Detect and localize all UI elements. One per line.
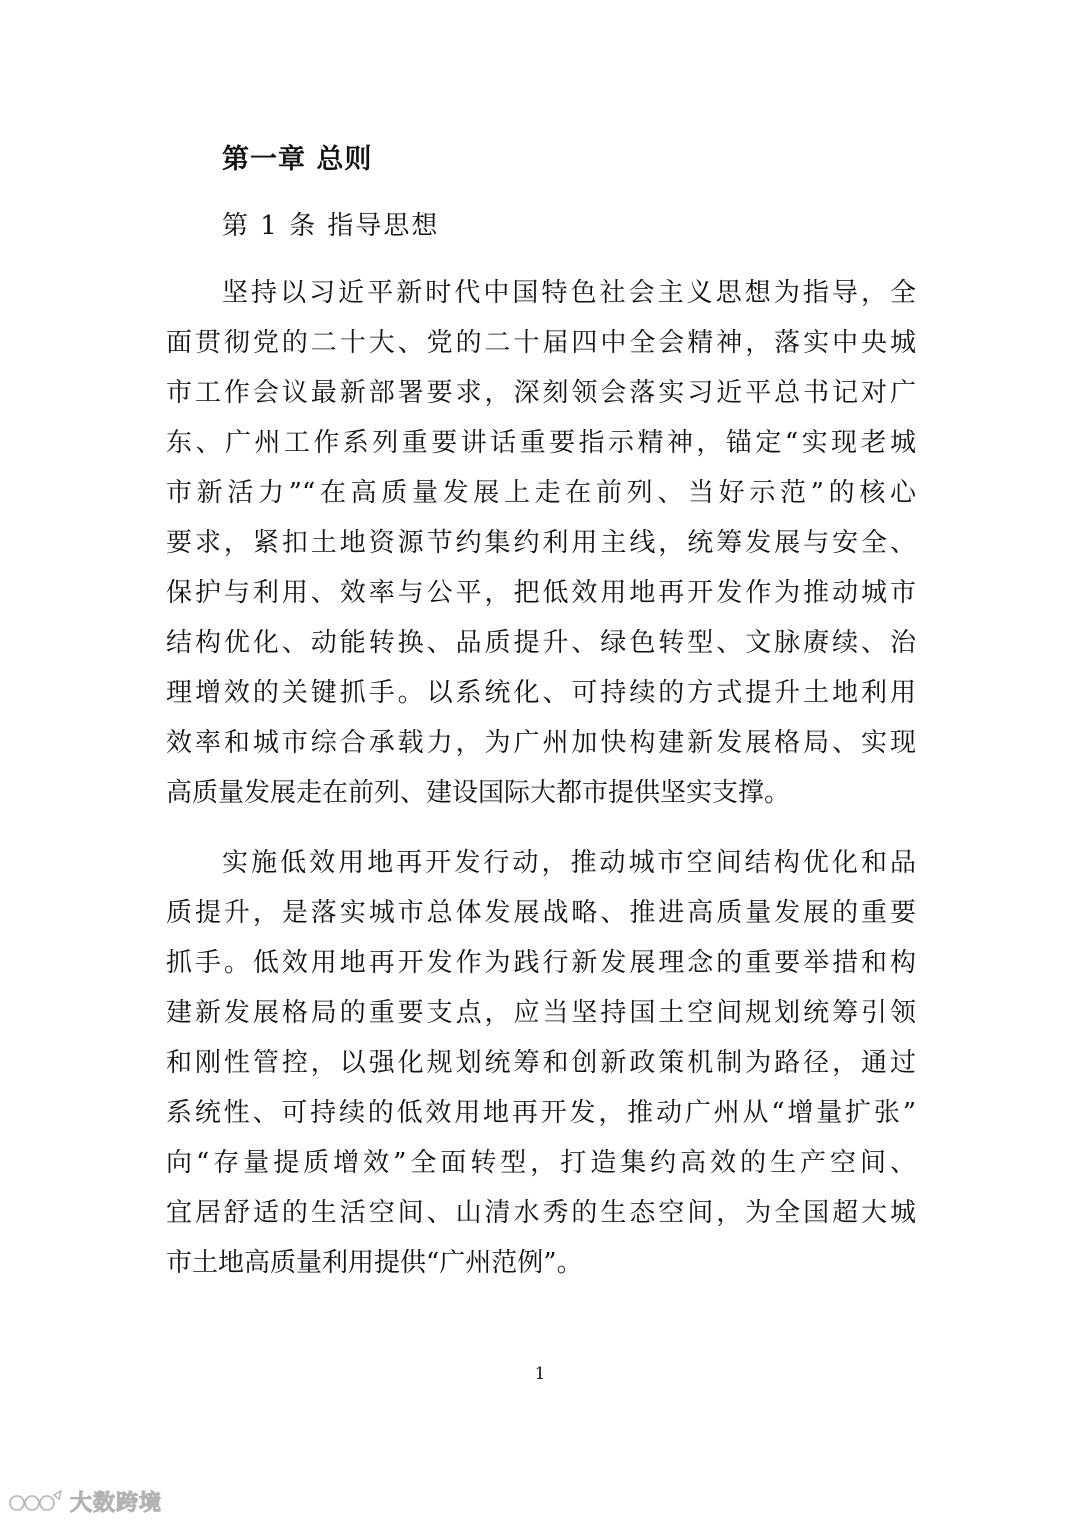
watermark-logo-icon [8, 1487, 64, 1515]
paragraph-line: 市新活力”“在高质量发展上走在前列、当好示范”的核心 [166, 478, 916, 508]
paragraph-line: 宜居舒适的生活空间、山清水秀的生态空间，为全国超大城 [166, 1198, 916, 1228]
paragraph-line: 效率和城市综合承载力，为广州加快构建新发展格局、实现 [166, 728, 916, 758]
paragraph-1 [166, 268, 916, 818]
paragraph-line: 和刚性管控，以强化规划统筹和创新政策机制为路径，通过 [166, 1048, 916, 1078]
paragraph-line: 坚持以习近平新时代中国特色社会主义思想为指导，全 [222, 278, 916, 308]
paragraph-line: 结构优化、动能转换、品质提升、绿色转型、文脉赓续、治 [166, 628, 916, 658]
paragraph-line: 面贯彻党的二十大、党的二十届四中全会精神，落实中央城 [166, 328, 916, 358]
paragraph-line: 抓手。低效用地再开发作为践行新发展理念的重要举措和构 [166, 948, 916, 978]
paragraph-line: 市工作会议最新部署要求，深刻领会落实习近平总书记对广 [166, 378, 916, 408]
chapter-title: 第一章 总则 [222, 144, 373, 175]
paragraph-line: 向“存量提质增效”全面转型，打造集约高效的生产空间、 [166, 1148, 916, 1178]
paragraph-line: 要求，紧扣土地资源节约集约利用主线，统筹发展与安全、 [166, 528, 916, 558]
paragraph-line: 理增效的关键抓手。以系统化、可持续的方式提升土地利用 [166, 678, 916, 708]
paragraph-line: 市土地高质量利用提供“广州范例”。 [166, 1248, 583, 1278]
page-number: 1 [534, 1364, 546, 1384]
paragraph-line: 实施低效用地再开发行动，推动城市空间结构优化和品 [222, 848, 916, 878]
watermark-text: 大数跨境 [70, 1490, 163, 1516]
article-title: 第 1 条 指导思想 [222, 211, 440, 241]
paragraph-line: 东、广州工作系列重要讲话重要指示精神，锚定“实现老城 [166, 428, 916, 458]
paragraph-line: 系统性、可持续的低效用地再开发，推动广州从“增量扩张” [166, 1098, 916, 1128]
paragraph-line: 保护与利用、效率与公平，把低效用地再开发作为推动城市 [166, 578, 916, 608]
watermark [8, 1486, 162, 1516]
paragraph-line: 质提升，是落实城市总体发展战略、推进高质量发展的重要 [166, 898, 916, 928]
paragraph-line: 建新发展格局的重要支点，应当坚持国土空间规划统筹引领 [166, 998, 916, 1028]
paragraph-2 [166, 838, 916, 1288]
paragraph-line: 高质量发展走在前列、建设国际大都市提供坚实支撑。 [166, 778, 791, 808]
